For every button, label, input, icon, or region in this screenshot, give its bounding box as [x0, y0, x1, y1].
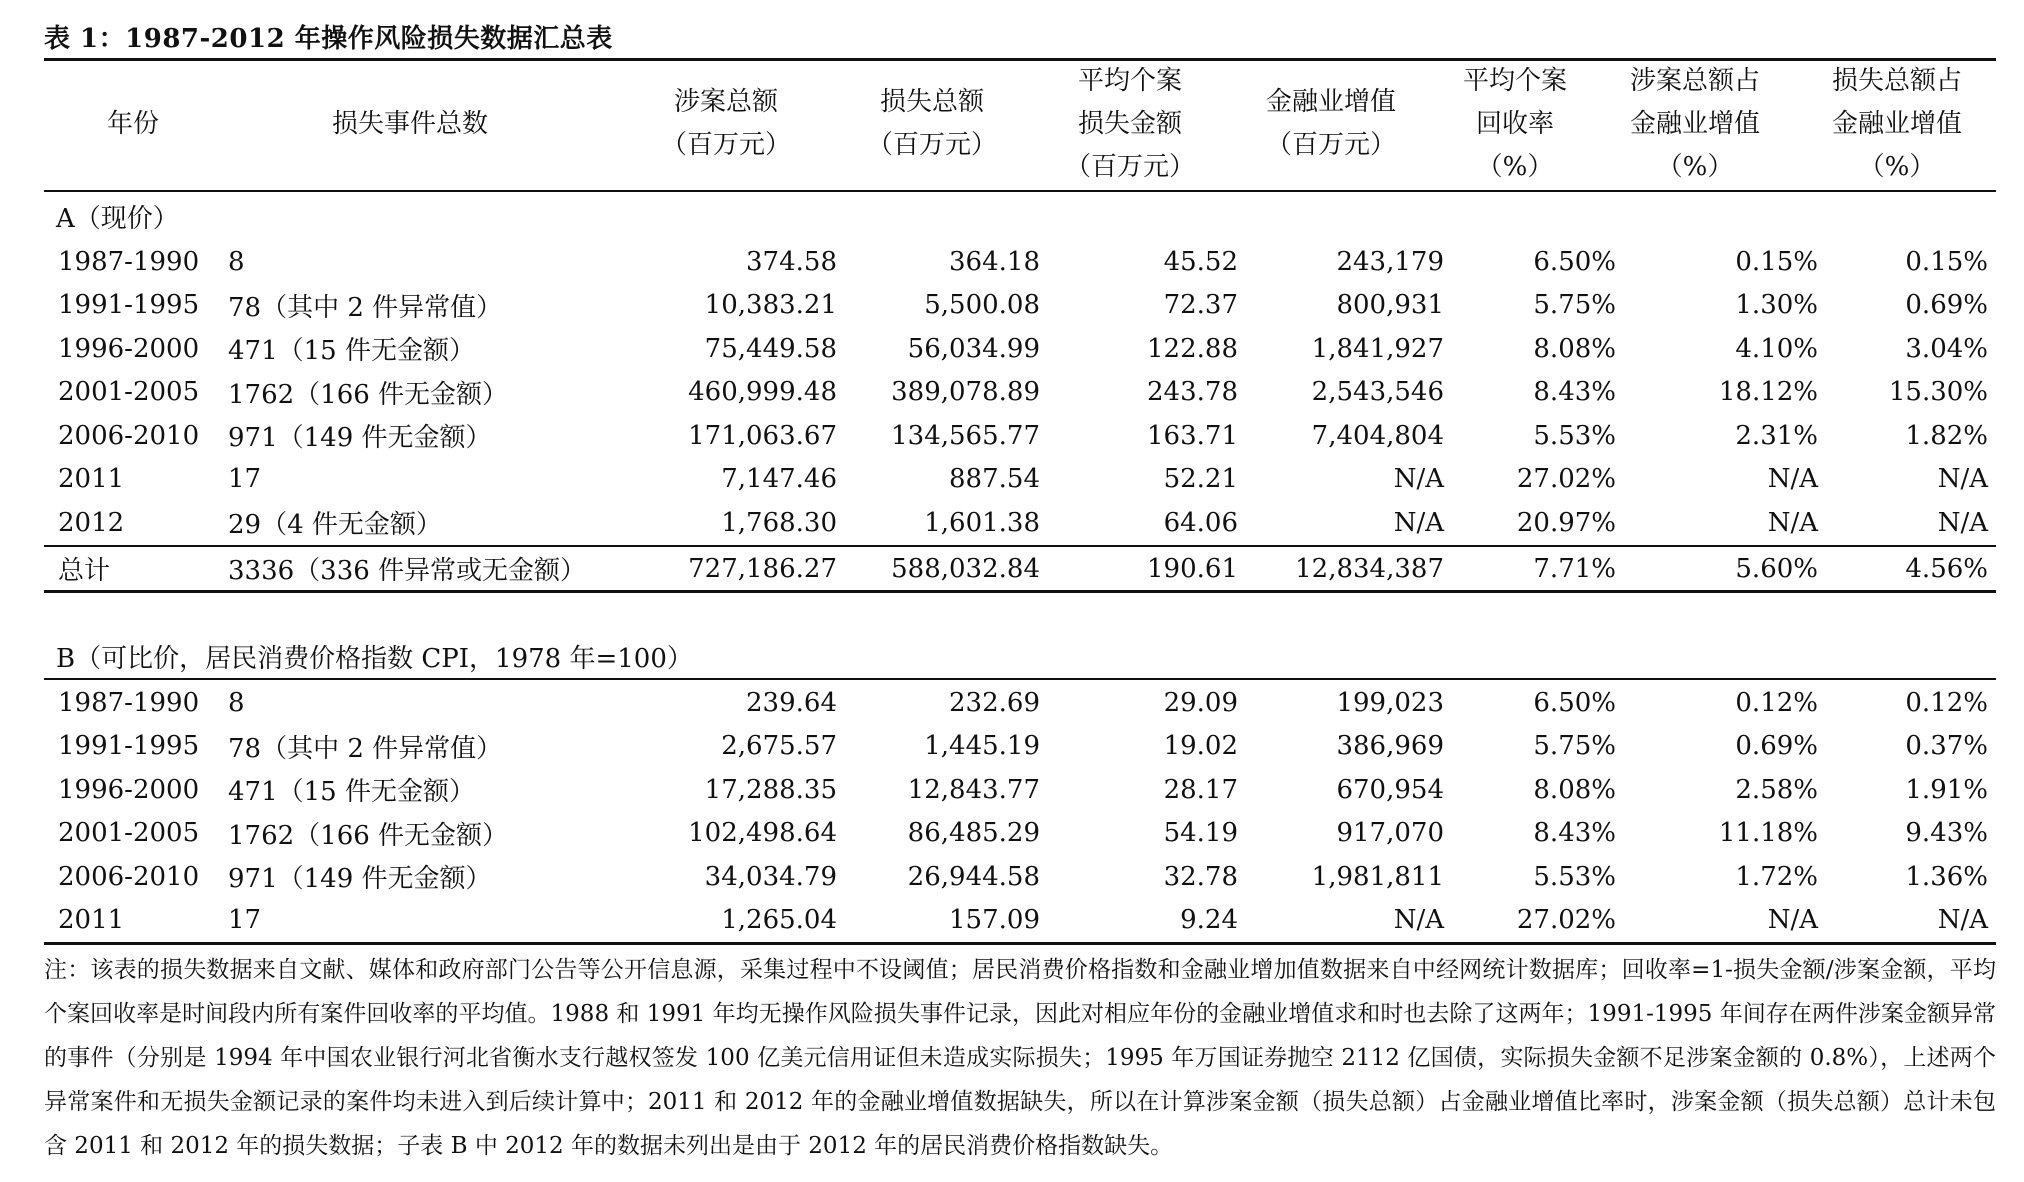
section-a-total: [44, 547, 1996, 591]
bottom-rule: [44, 942, 1996, 945]
section-a-bottom-rule: [44, 590, 1996, 593]
header-year: 年份: [106, 108, 159, 139]
header-events: 损失事件总数: [331, 108, 488, 139]
header-fin-value: 金融业增值 （百万元）: [1265, 87, 1396, 160]
header-case-share: 涉案总额占 金融业增值 （%）: [1629, 65, 1760, 182]
header-case-amount: 涉案总额 （百万元）: [660, 87, 791, 160]
table-note: 注：该表的损失数据来自文献、媒体和政府部门公告等公开信息源，采集过程中不设阈值；居民消费价格指数和金融业增加值数据来自中经网统计数据库；回收率=1-损失金额/涉案金额，平均个案回收率是时间段内所有案件回收率的平均值。1988 和 1991 年均无操作风险损失事件记录，因此对相应年份的金融业增值求和时也去除了这两年；1991-1995 年间存在两件涉案金额异常的事件（分别是 1994 年中国农业银行河北省衡水支行越权签发 100 亿美元信用证但未造成实际损失；1995 年万国证券抛空 2112 亿国债，实际损失金额不足涉案金额的 0.8%），上述两个异常案件和无损失金额记录的案件均未进入到后续计算中；2011 和 2012 年的金融业增值数据缺失，所以在计算涉案金额（损失总额）占金融业增值比率时，涉案金额（损失总额）总计未包含 2011 和 2012 年的损失数据；子表 B 中 2012 年的数据未列出是由于 2012 年的居民消费价格指数缺失。: [44, 957, 1996, 1159]
table-row: 1996-2000 471（15 件无金额） 75,449.58 56,034.99 122.88 1,841,927 8.08% 4.10% 3.04%: [58, 333, 1988, 367]
header-rule: [44, 190, 1996, 192]
section-b-label: B（可比价，居民消费价格指数 CPI，1978 年=100）: [56, 644, 693, 674]
table-row: 1996-2000 471（15 件无金额） 17,288.35 12,843.77 28.17 670,954 8.08% 2.58% 1.91%: [58, 774, 1988, 808]
header-avg-recovery: 平均个案 回收率 （%）: [1462, 65, 1567, 182]
table-row: 2012 29（4 件无金额） 1,768.30 1,601.38 64.06 N/A 20.97% N/A N/A: [58, 507, 1988, 541]
table-row: 2006-2010 971（149 件无金额） 171,063.67 134,565.77 163.71 7,404,804 5.53% 2.31% 1.82%: [58, 420, 1988, 454]
table-title: 表 1：1987-2012 年操作风险损失数据汇总表: [44, 24, 613, 54]
table-row: 2001-2005 1762（166 件无金额） 102,498.64 86,485.29 54.19 917,070 8.43% 11.18% 9.43%: [58, 818, 1988, 851]
header-avg-loss: 平均个案 损失金额 （百万元）: [1064, 65, 1195, 182]
table-row: 2006-2010 971（149 件无金额） 34,034.79 26,944.58 32.78 1,981,811 5.53% 1.72% 1.36%: [58, 861, 1988, 895]
section-a-label: A（现价）: [56, 204, 179, 234]
total-row: 总计 3336（336 件异常或无金额） 727,186.27 588,032.84 190.61 12,834,387 7.71% 5.60% 4.56%: [58, 553, 1988, 587]
table-row: 2011 17 1,265.04 157.09 9.24 N/A 27.02% N/A N/A: [58, 905, 1988, 936]
header-loss-share: 损失总额占 金融业增值 （%）: [1831, 65, 1962, 182]
table-row: 1991-1995 78（其中 2 件异常值） 2,675.57 1,445.19 19.02 386,969 5.75% 0.69% 0.37%: [58, 731, 1988, 764]
table-row: 1991-1995 78（其中 2 件异常值） 10,383.21 5,500.08 72.37 800,931 5.75% 1.30% 0.69%: [58, 290, 1988, 323]
table-row: 1987-1990 8 239.64 232.69 29.09 199,023 6.50% 0.12% 0.12%: [58, 687, 1988, 718]
header-loss-amount: 损失总额 （百万元）: [866, 87, 997, 160]
section-b-table: [44, 681, 1996, 942]
table-row: 1987-1990 8 374.58 364.18 45.52 243,179 6.50% 0.15% 0.15%: [58, 246, 1988, 277]
table-row: 2001-2005 1762（166 件无金额） 460,999.48 389,078.89 243.78 2,543,546 8.43% 18.12% 15.30%: [58, 377, 1988, 410]
section-b-top-rule: [44, 678, 1996, 680]
table-row: 2011 17 7,147.46 887.54 52.21 N/A 27.02% N/A N/A: [58, 464, 1988, 495]
section-a-table: [44, 240, 1996, 545]
